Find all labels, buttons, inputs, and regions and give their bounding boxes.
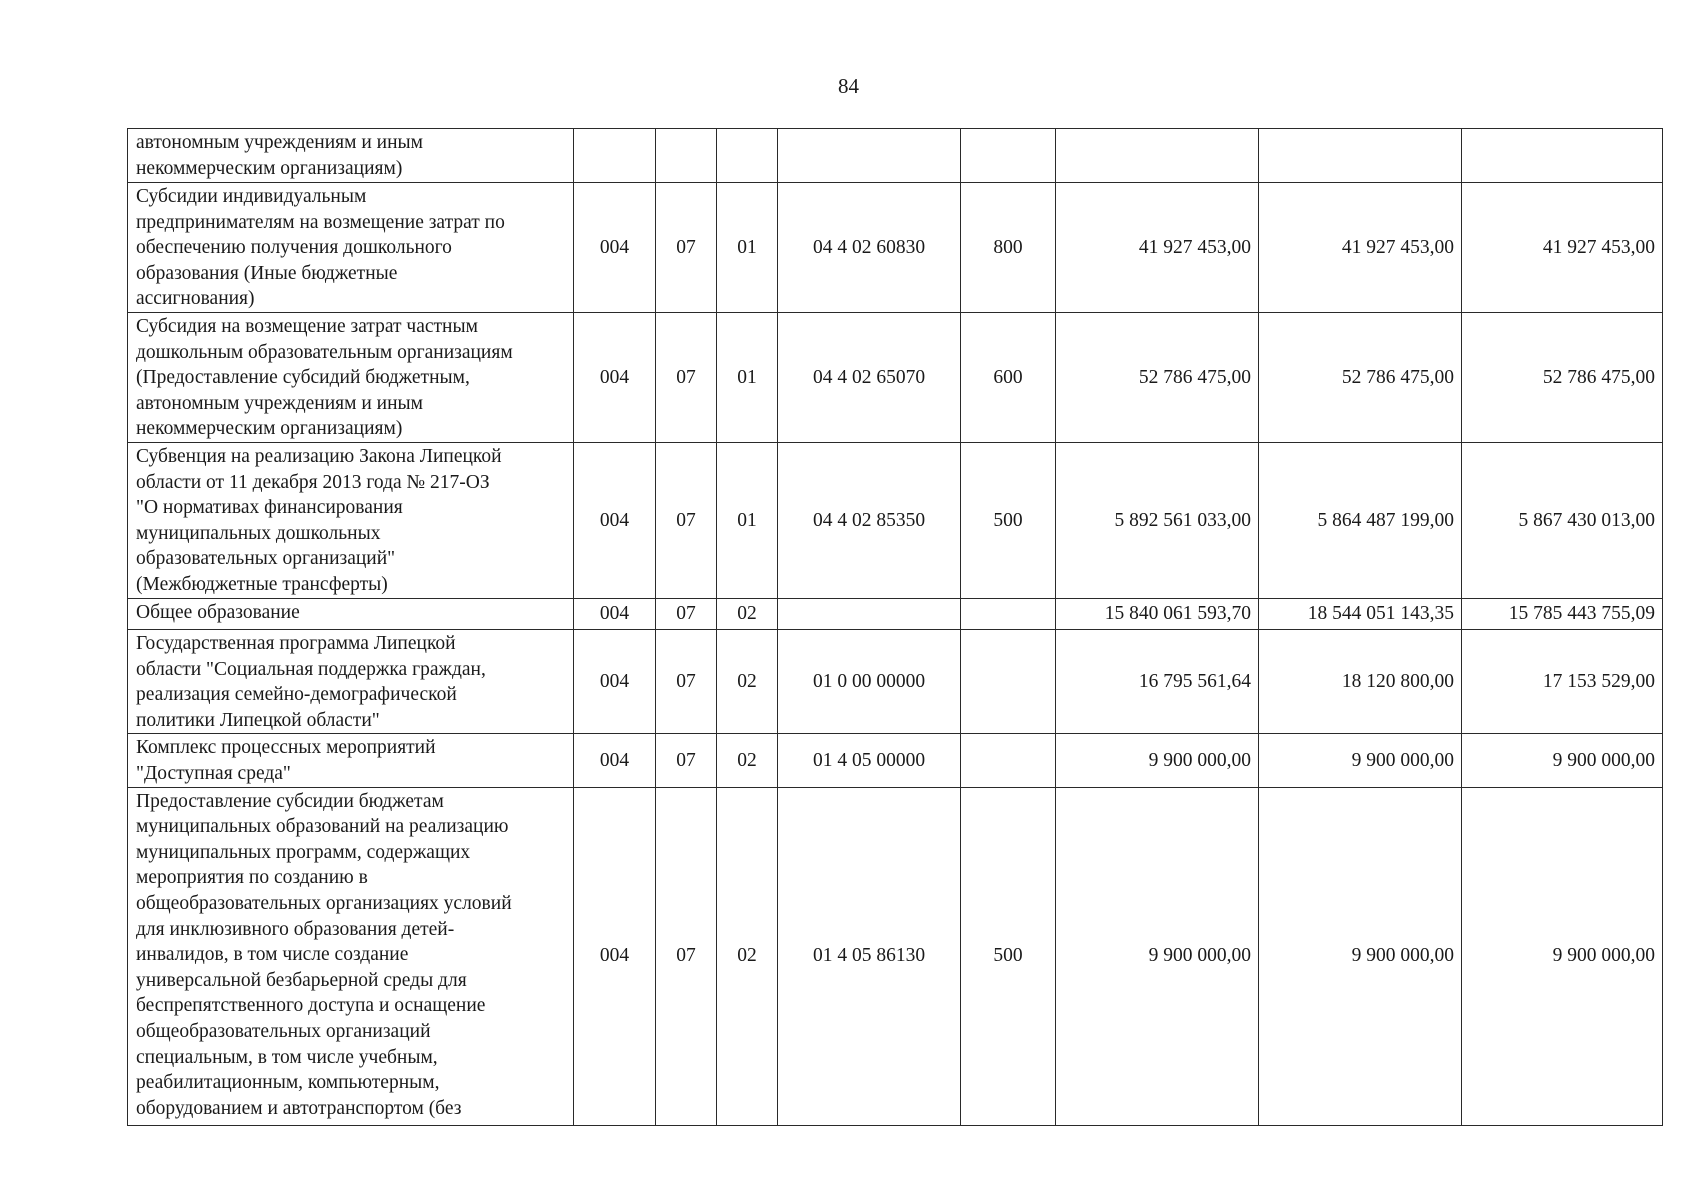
- section-code-cell: 07: [656, 787, 717, 1125]
- description-line: области "Социальная поддержка граждан,: [136, 658, 486, 680]
- budget-table: [127, 128, 1663, 1126]
- description-line: муниципальных программ, содержащих: [136, 841, 471, 863]
- section-code-cell: 07: [656, 599, 717, 630]
- expense-type-cell: [961, 129, 1056, 183]
- subsection-code-cell: 01: [717, 183, 778, 313]
- row-description: [128, 183, 574, 313]
- target-article-cell: [778, 599, 961, 630]
- ministry-code-cell: 004: [574, 443, 656, 599]
- subsection-code-cell: 01: [717, 313, 778, 443]
- description-line: общеобразовательных организаций: [136, 1020, 431, 1042]
- target-article-cell: [778, 129, 961, 183]
- description-line: оборудованием и автотранспортом (без: [136, 1097, 462, 1119]
- ministry-code-cell: 004: [574, 183, 656, 313]
- amount-year-1-cell: 9 900 000,00: [1056, 734, 1259, 787]
- amount-year-2-cell: 9 900 000,00: [1259, 734, 1462, 787]
- amount-year-1-cell: 5 892 561 033,00: [1056, 443, 1259, 599]
- description-line: муниципальных дошкольных: [136, 522, 381, 544]
- expense-type-cell: 500: [961, 443, 1056, 599]
- table-row: [128, 787, 1663, 1125]
- expense-type-cell: 800: [961, 183, 1056, 313]
- description-line: реализация семейно-демографической: [136, 684, 457, 706]
- description-line: дошкольным образовательным организациям: [136, 341, 513, 363]
- subsection-code-cell: 02: [717, 787, 778, 1125]
- description-line: ассигнования): [136, 288, 255, 310]
- description-line: (Предоставление субсидий бюджетным,: [136, 367, 470, 389]
- target-article-cell: 01 0 00 00000: [778, 630, 961, 734]
- description-line: автономным учреждениям и иным: [136, 392, 423, 414]
- amount-year-1-cell: 16 795 561,64: [1056, 630, 1259, 734]
- row-description: [128, 787, 574, 1125]
- table-row: [128, 630, 1663, 734]
- description-line: беспрепятственного доступа и оснащение: [136, 995, 486, 1017]
- description-line: "Доступная среда": [136, 762, 291, 784]
- row-description: [128, 630, 574, 734]
- description-line: предпринимателям на возмещение затрат по: [136, 211, 505, 233]
- table-row: [128, 129, 1663, 183]
- section-code-cell: 07: [656, 443, 717, 599]
- expense-type-cell: [961, 734, 1056, 787]
- description-line: общеобразовательных организациях условий: [136, 892, 512, 914]
- description-line: (Межбюджетные трансферты): [136, 573, 388, 595]
- amount-year-3-cell: [1462, 129, 1663, 183]
- amount-year-3-cell: 17 153 529,00: [1462, 630, 1663, 734]
- row-description: [128, 734, 574, 787]
- description-line: инвалидов, в том числе создание: [136, 944, 409, 966]
- description-line: Предоставление субсидии бюджетам: [136, 790, 444, 812]
- description-line: для инклюзивного образования детей-: [136, 918, 455, 940]
- target-article-cell: 04 4 02 60830: [778, 183, 961, 313]
- expense-type-cell: [961, 599, 1056, 630]
- table-row: [128, 599, 1663, 630]
- table-row: [128, 443, 1663, 599]
- row-description: [128, 599, 574, 630]
- description-line: мероприятия по созданию в: [136, 867, 368, 889]
- target-article-cell: 04 4 02 65070: [778, 313, 961, 443]
- table-row: [128, 183, 1663, 313]
- description-line: муниципальных образований на реализацию: [136, 816, 509, 838]
- amount-year-2-cell: 18 120 800,00: [1259, 630, 1462, 734]
- subsection-code-cell: 02: [717, 630, 778, 734]
- amount-year-2-cell: 5 864 487 199,00: [1259, 443, 1462, 599]
- amount-year-2-cell: 9 900 000,00: [1259, 787, 1462, 1125]
- amount-year-3-cell: 15 785 443 755,09: [1462, 599, 1663, 630]
- amount-year-1-cell: 52 786 475,00: [1056, 313, 1259, 443]
- ministry-code-cell: [574, 129, 656, 183]
- ministry-code-cell: 004: [574, 630, 656, 734]
- table-body: [128, 129, 1663, 1126]
- amount-year-1-cell: 15 840 061 593,70: [1056, 599, 1259, 630]
- subsection-code-cell: 02: [717, 734, 778, 787]
- description-line: образовательных организаций": [136, 548, 396, 570]
- description-line: специальным, в том числе учебным,: [136, 1046, 438, 1068]
- subsection-code-cell: [717, 129, 778, 183]
- section-code-cell: [656, 129, 717, 183]
- amount-year-2-cell: [1259, 129, 1462, 183]
- section-code-cell: 07: [656, 734, 717, 787]
- description-line: образования (Иные бюджетные: [136, 262, 398, 284]
- description-line: области от 11 декабря 2013 года № 217-ОЗ: [136, 471, 490, 493]
- target-article-cell: 01 4 05 00000: [778, 734, 961, 787]
- expense-type-cell: 500: [961, 787, 1056, 1125]
- amount-year-1-cell: 9 900 000,00: [1056, 787, 1259, 1125]
- description-line: Комплекс процессных мероприятий: [136, 737, 436, 759]
- section-code-cell: 07: [656, 183, 717, 313]
- subsection-code-cell: 02: [717, 599, 778, 630]
- target-article-cell: 01 4 05 86130: [778, 787, 961, 1125]
- ministry-code-cell: 004: [574, 313, 656, 443]
- description-line: универсальной безбарьерной среды для: [136, 969, 467, 991]
- description-line: "О нормативах финансирования: [136, 497, 403, 519]
- amount-year-1-cell: 41 927 453,00: [1056, 183, 1259, 313]
- description-line: Государственная программа Липецкой: [136, 633, 456, 654]
- description-line: политики Липецкой области": [136, 709, 380, 731]
- expense-type-cell: [961, 630, 1056, 734]
- ministry-code-cell: 004: [574, 734, 656, 787]
- description-line: автономным учреждениям и иным: [136, 132, 423, 153]
- description-line: Субсидия на возмещение затрат частным: [136, 316, 478, 337]
- description-line: реабилитационным, компьютерным,: [136, 1072, 440, 1094]
- expense-type-cell: 600: [961, 313, 1056, 443]
- row-description: [128, 313, 574, 443]
- amount-year-3-cell: 5 867 430 013,00: [1462, 443, 1663, 599]
- amount-year-2-cell: 41 927 453,00: [1259, 183, 1462, 313]
- description-line: некоммерческим организациям): [136, 418, 403, 440]
- row-description: [128, 129, 574, 183]
- description-line: Субвенция на реализацию Закона Липецкой: [136, 446, 502, 467]
- amount-year-1-cell: [1056, 129, 1259, 183]
- subsection-code-cell: 01: [717, 443, 778, 599]
- description-line: Общее образование: [136, 602, 300, 623]
- description-line: некоммерческим организациям): [136, 157, 403, 179]
- ministry-code-cell: 004: [574, 599, 656, 630]
- table-row: [128, 313, 1663, 443]
- amount-year-3-cell: 52 786 475,00: [1462, 313, 1663, 443]
- amount-year-3-cell: 41 927 453,00: [1462, 183, 1663, 313]
- amount-year-3-cell: 9 900 000,00: [1462, 734, 1663, 787]
- ministry-code-cell: 004: [574, 787, 656, 1125]
- description-line: обеспечению получения дошкольного: [136, 237, 452, 259]
- target-article-cell: 04 4 02 85350: [778, 443, 961, 599]
- amount-year-3-cell: 9 900 000,00: [1462, 787, 1663, 1125]
- row-description: [128, 443, 574, 599]
- amount-year-2-cell: 18 544 051 143,35: [1259, 599, 1462, 630]
- section-code-cell: 07: [656, 630, 717, 734]
- amount-year-2-cell: 52 786 475,00: [1259, 313, 1462, 443]
- section-code-cell: 07: [656, 313, 717, 443]
- description-line: Субсидии индивидуальным: [136, 186, 367, 207]
- table-row: [128, 734, 1663, 787]
- page-number: 84: [838, 74, 859, 98]
